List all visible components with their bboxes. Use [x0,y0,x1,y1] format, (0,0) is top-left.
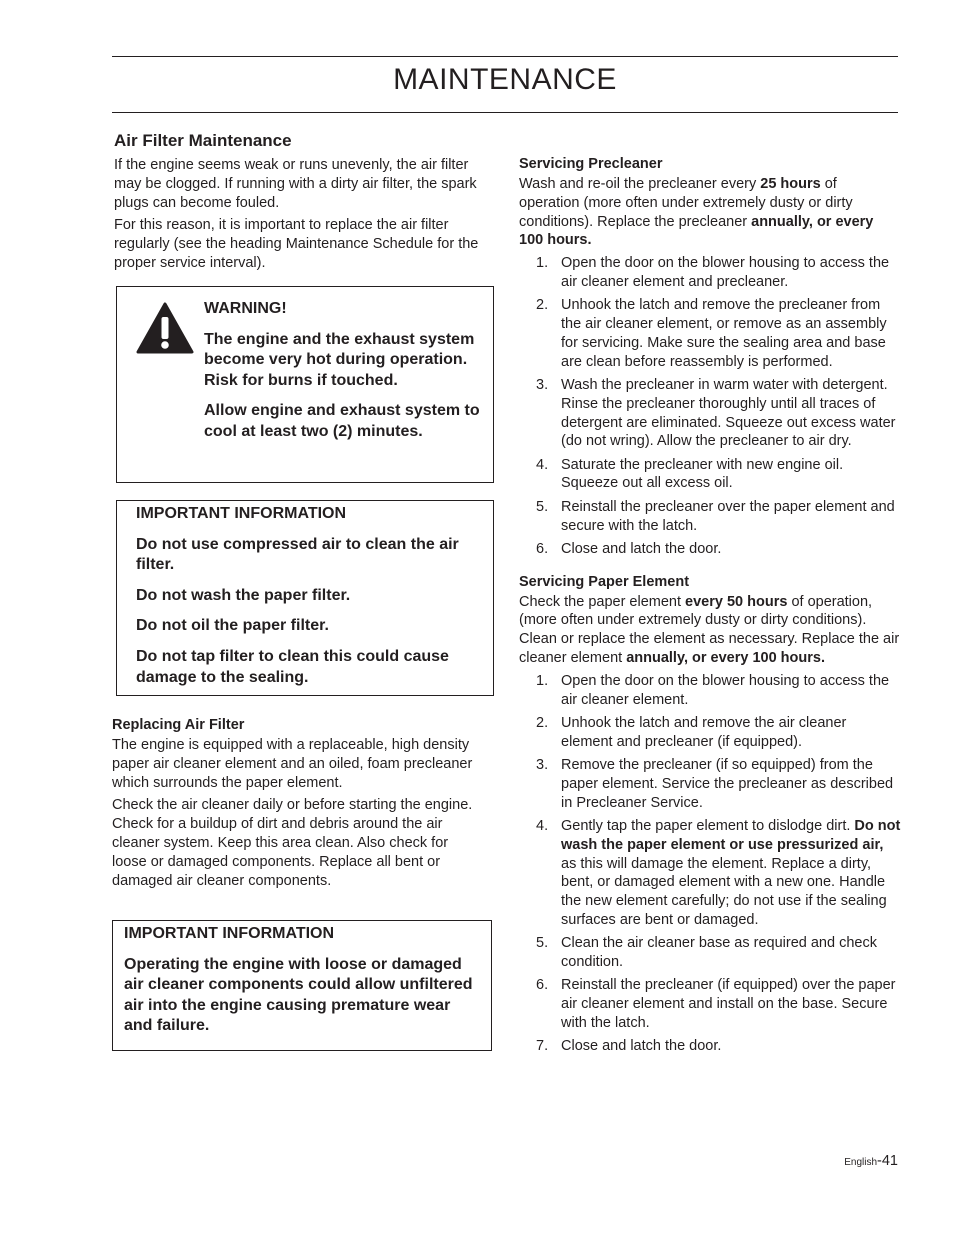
list-item: 3. Wash the precleaner in warm water with detergent. Rinse the precleaner thoroughly until all traces of detergent are eliminated. Squeeze out excess water (do not wring). Allow the precleaner to air dry. [536,376,896,450]
subsection-heading: Servicing Precleaner [519,156,663,172]
important-info-content [117,501,493,688]
warning-text-2: Allow engine and exhaust system to cool at least two (2) minutes. [204,402,480,440]
list-item: 3. Remove the precleaner (if so equipped) from the paper element. Service the precleaner as described in Precleaner Service. [536,757,894,811]
footer-language: English [844,1157,878,1168]
important-info-box-1 [116,500,494,696]
subsection-heading: Replacing Air Filter [112,717,245,733]
list-item: 2. Unhook the latch and remove the air cleaner element and precleaner (if equipped). [536,714,847,750]
important-info-title: IMPORTANT INFORMATION [136,505,347,522]
important-info-title: IMPORTANT INFORMATION [124,925,335,942]
warning-text [204,299,484,453]
list-item: 4. Gently tap the paper element to dislodge dirt. Do not wash the paper element or use pressurized air, as this will damage the element. Replace a dirty, bent, or damaged element with a new one. Handle the new element carefully; do not use if the sealing surfaces are bent or damaged. [536,817,901,928]
list-item: 5. Clean the air cleaner base as required and check condition. [536,935,877,970]
list-item: 6. Close and latch the door. [536,540,722,557]
paper-steps [519,672,901,1056]
intro-paragraph-1: If the engine seems weak or runs unevenly, the air filter may be clogged. If running with a dirty air filter, the spark plugs can become fouled. [114,157,477,211]
footer-page: -41 [877,1153,898,1169]
paper-intro: Check the paper element every 50 hours of operation, (more often under extremely dusty or dirty conditions). Clean or replace the element as necessary. Replace the air cleaner element annually, or every 100 hours. [519,593,900,667]
page-number [844,1153,898,1169]
subsection-heading: Servicing Paper Element [519,573,690,590]
warning-triangle-icon [136,302,194,354]
list-item: 2. Unhook the latch and remove the precleaner from the air cleaner element, or remove as an assembly for servicing. Make sure the sealing area and base are clean before reassembly is performed. [536,297,887,370]
intro-paragraph-2: For this reason, it is important to replace the air filter regularly (see the heading Maintenance Schedule for the proper service interval). [114,217,479,271]
page-title: MAINTENANCE [393,63,617,96]
replacing-paragraph-2: Check the air cleaner daily or before starting the engine. Check for a buildup of dirt and debris around the air cleaner system. Keep this area clean. Also check for loose or damaged components. Replace all bent or damaged air cleaner components. [112,797,473,889]
left-column [112,131,494,1035]
important-info-line: Do not tap filter to clean this could cause damage to the sealing. [136,647,449,686]
precleaner-steps [519,254,901,558]
important-info-box-2 [112,920,492,1051]
important-info-line: Do not use compressed air to clean the air filter. [136,535,459,574]
list-item: 4. Saturate the precleaner with new engine oil. Squeeze out all excess oil. [536,456,844,492]
list-item: 1. Open the door on the blower housing to access the air cleaner element. [536,672,890,708]
warning-box [116,286,494,483]
list-item: 7. Close and latch the door. [536,1038,722,1055]
important-info-content [113,921,491,1037]
warning-text-1: The engine and the exhaust system become very hot during operation. Risk for burns if touched. [204,330,475,389]
important-info-line: Do not oil the paper filter. [136,617,329,635]
header-top-rule [112,56,898,57]
replacing-paragraph-1: The engine is equipped with a replaceable, high density paper air cleaner element and an oiled, foam precleaner which surrounds the paper element. [112,737,473,791]
list-item: 5. Reinstall the precleaner over the paper element and secure with the latch. [536,498,895,534]
header-bottom-rule [112,112,898,113]
list-item: 6. Reinstall the precleaner (if equipped) over the paper air cleaner element and install on the base. Secure with the latch. [536,977,896,1031]
precleaner-intro: Wash and re-oil the precleaner every 25 hours of operation (more often under extremely dusty or dirty conditions). Replace the precleaner annually, or every 100 hours. [519,176,874,249]
important-info-line: Do not wash the paper filter. [136,586,351,604]
replacing-air-filter-section [112,717,484,894]
list-item: 1. Open the door on the blower housing to access the air cleaner element and precleaner. [536,255,890,290]
section-heading: Air Filter Maintenance [114,131,292,150]
warning-title: WARNING! [204,300,287,317]
right-column [519,156,901,1060]
important-info-text: Operating the engine with loose or damaged air cleaner components could allow unfiltered air into the engine causing premature wear and failure. [124,955,473,1035]
